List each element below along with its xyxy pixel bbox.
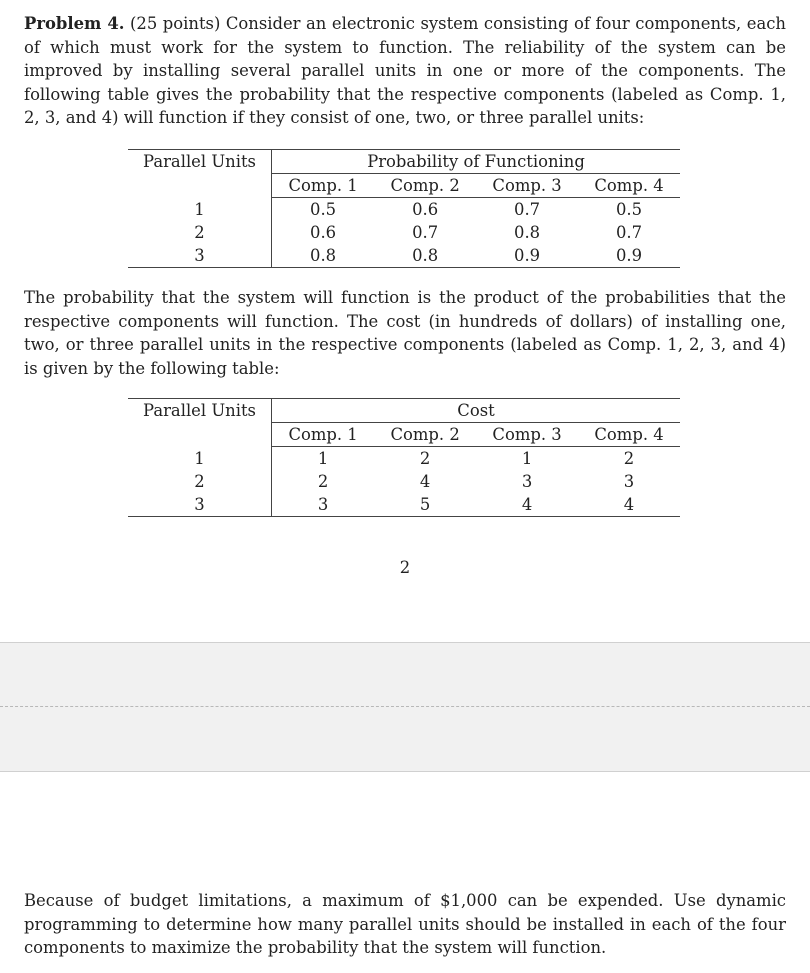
value-cell: 4	[419, 472, 431, 491]
value-cell: 0.8	[514, 223, 541, 242]
column-header: Comp. 1	[272, 423, 375, 447]
table-row	[128, 198, 680, 222]
value-cell: 3	[272, 493, 375, 517]
value-cell: 0.7	[412, 223, 439, 242]
value-cell: 0.6	[310, 223, 337, 242]
problem-label: Problem 4.	[24, 14, 125, 33]
problem-middle: The probability that the system will function is the product of the probabilities that the respective components will function. The cost (in hundreds of dollars) of installing one, two, or three parallel units in the respective components (labeled as Comp. 1, 2, 3, and 4) is given by the following table:	[24, 288, 786, 378]
value-cell: 0.5	[615, 200, 643, 219]
units-cell: 1	[128, 198, 272, 222]
column-header: Comp. 1	[272, 174, 375, 198]
column-header: Comp. 2	[374, 423, 476, 447]
table-row	[128, 493, 680, 517]
value-cell: 0.8	[272, 244, 375, 268]
value-cell: 0.7	[514, 200, 541, 219]
value-cell: 1	[521, 449, 533, 468]
value-cell: 3	[623, 472, 635, 491]
column-header: Comp. 4	[578, 174, 680, 198]
column-header: Comp. 3	[476, 423, 578, 447]
value-cell: 0.8	[374, 244, 476, 268]
column-header: Comp. 3	[476, 174, 578, 198]
value-cell: 0.5	[310, 200, 337, 219]
page-break-gap	[0, 642, 810, 772]
table-row-header: Parallel Units	[128, 399, 272, 447]
problem-intro-text: (25 points) Consider an electronic system consisting of four components, each of which must work for the system to function. The reliability of the system can be improved by installing several parallel units in one or more of the components. The following table gives the probability that the respective components (labeled as Comp. 1, 2, 3, and 4) will function if they consist of one, two, or three parallel units:	[24, 14, 786, 127]
value-cell: 0.9	[476, 244, 578, 268]
value-cell: 4	[476, 493, 578, 517]
page-divider	[0, 706, 810, 707]
table-group-header: Probability of Functioning	[272, 150, 681, 174]
table-row	[128, 221, 680, 244]
table-row	[128, 470, 680, 493]
table-row	[128, 244, 680, 268]
units-cell: 3	[128, 244, 272, 268]
problem-final: Because of budget limitations, a maximum of $1,000 can be expended. Use dynamic programming to determine how many parallel units should be installed in each of the four components to maximize the probability that the system will function.	[24, 891, 786, 957]
column-header: Comp. 4	[578, 423, 680, 447]
value-cell: 5	[374, 493, 476, 517]
value-cell: 0.9	[578, 244, 680, 268]
value-cell: 4	[578, 493, 680, 517]
column-header: Comp. 2	[374, 174, 476, 198]
value-cell: 2	[317, 472, 329, 491]
units-cell: 2	[128, 470, 272, 493]
probability-table	[128, 149, 680, 268]
value-cell: 1	[317, 449, 329, 468]
value-cell: 0.7	[615, 223, 643, 242]
units-cell: 2	[128, 221, 272, 244]
table-row	[128, 447, 680, 471]
value-cell: 2	[419, 449, 431, 468]
page-number: 2	[399, 558, 411, 577]
units-cell: 1	[128, 447, 272, 471]
value-cell: 2	[623, 449, 635, 468]
table-group-header: Cost	[272, 399, 681, 423]
units-cell: 3	[128, 493, 272, 517]
value-cell: 3	[521, 472, 533, 491]
table-row-header: Parallel Units	[128, 150, 272, 198]
value-cell: 0.6	[412, 200, 439, 219]
problem-intro	[24, 12, 786, 130]
cost-table	[128, 398, 680, 517]
